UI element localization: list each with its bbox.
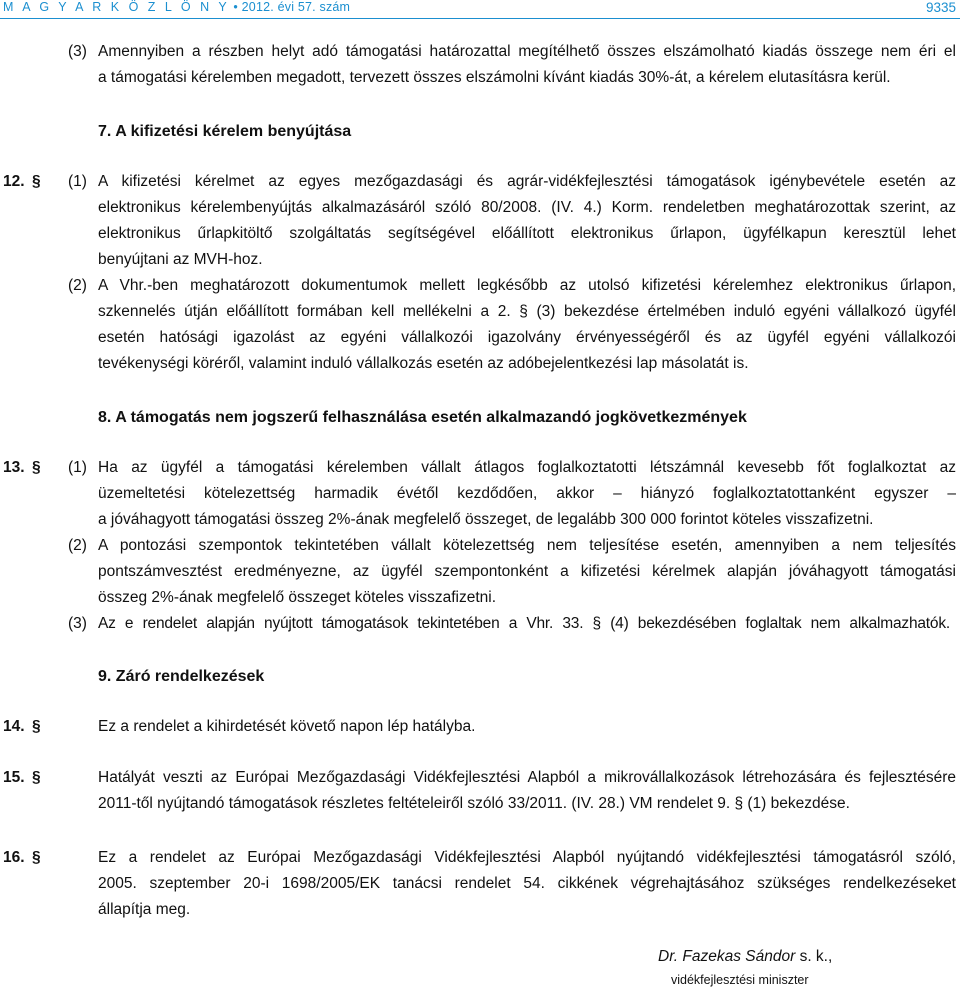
para-number: (1) [68,459,87,476]
issue-label: 2012. évi 57. szám [241,0,351,14]
s13-p3-line1: Az e rendelet alapján nyújtott támogatások tekintetében a Vhr. 33. § (4) bekezdésében foglaltak nem alkalmazhatók. [98,615,950,632]
s13-p1-line3: a jóváhagyott támogatási összeg 2%-ának megfelelő összeget, de legalább 300 000 forintot köteles visszafizetni. [98,511,874,528]
s15-line2: 2011-től nyújtandó támogatások részletes feltételeiről szóló 33/2011. (IV. 28.) VM rendelet 9. § (1) bekezdése. [98,795,850,812]
section-sign: § [32,459,41,476]
s12-p1-line3: elektronikus űrlapkitöltő szolgáltatás segítségével előállított elektronikus űrlapon, ügyfélkapun keresztül lehet [98,225,956,242]
journal-name: M A G Y A R K Ö Z L Ö N Y [3,0,230,14]
header-rule [0,18,960,19]
para3-line2: a támogatási kérelemben megadott, tervezett összes elszámolni kívánt kiadás 30%-át, a kérelem elutasításra kerül. [98,69,891,86]
para-number: (1) [68,173,87,190]
section-heading-8: 8. A támogatás nem jogszerű felhasználása esetén alkalmazandó jogkövetkezmények [98,409,747,426]
signature [658,947,832,967]
s12-p1-line4: benyújtani az MVH-hoz. [98,251,263,268]
header-bullet: • [233,0,238,14]
section-heading-7: 7. A kifizetési kérelem benyújtása [98,123,352,140]
para-number: (2) [68,537,87,554]
signatory-name: Dr. Fazekas Sándor [658,948,796,965]
para-number: (3) [68,43,87,60]
s13-p2-line3: összeg 2%-ának megfelelő összeget köteles visszafizetni. [98,589,497,606]
section-number: 12. [3,173,25,190]
s12-p1-line2: elektronikus kérelembenyújtás alkalmazásáról szóló 80/2008. (IV. 4.) Korm. rendeletben meghatározottak szerint, az [98,199,956,216]
s16-line2: 2005. szeptember 20-i 1698/2005/EK tanácsi rendelet 54. cikkének végrehajtásához szükséges rendelkezéseket [98,875,956,892]
s12-p1-line1: A kifizetési kérelmet az egyes mezőgazdasági és agrár-vidékfejlesztési támogatások igénybevétele esetén az [98,173,956,190]
s12-p2-line4: tevékenységi köréről, valamint induló vállalkozás esetén az adóbejelentkezési lap másolatát is. [98,355,749,372]
s15-line1: Hatályát veszti az Európai Mezőgazdasági Vidékfejlesztési Alapból a mikrovállalkozások létrehozására és fejlesztésére [98,769,956,786]
s12-p2-line1: A Vhr.-ben meghatározott dokumentumok mellett legkésőbb az utolsó kifizetési kérelemhez elektronikus űrlapon, [98,277,956,294]
section-sign: § [32,718,41,735]
section-number: 15. [3,769,25,786]
section-heading-9: 9. Záró rendelkezések [98,668,265,685]
para3-line1: Amennyiben a részben helyt adó támogatási határozattal megítélhető összes elszámolható kiadás összege nem éri el [98,43,956,60]
para-number: (2) [68,277,87,294]
journal-header [3,0,350,14]
s12-p2-line3: esetén hatósági igazolást az egyéni vállalkozói igazolvány érvényességéről és az ügyfél egyéni vállalkozói [98,329,956,346]
s13-p2-line1: A pontozási szempontok tekintetében vállalt kötelezettség nem teljesítése esetén, amennyiben a nem teljesítés [98,537,956,554]
para-number: (3) [68,615,87,632]
section-number: 14. [3,718,25,735]
s13-p2-line2: pontszámvesztést eredményezne, az ügyfél szempontonként a kifizetési kérelmek alapján jóváhagyott támogatási [98,563,956,580]
section-sign: § [32,173,41,190]
page-header [0,0,960,14]
section-sign: § [32,849,41,866]
section-number: 16. [3,849,25,866]
signatory-title: vidékfejlesztési miniszter [671,973,809,987]
section-number: 13. [3,459,25,476]
s13-p1-line1: Ha az ügyfél a támogatási kérelemben vállalt átlagos foglalkoztatotti létszámnál kevesebb főt foglalkoztat az [98,459,956,476]
s16-line3: állapítja meg. [98,901,191,918]
section-sign: § [32,769,41,786]
s14-line1: Ez a rendelet a kihirdetését követő napon lép hatályba. [98,718,476,735]
s16-line1: Ez a rendelet az Európai Mezőgazdasági Vidékfejlesztési Alapból nyújtandó vidékfejlesztési támogatásról szóló, [98,849,956,866]
page-number: 9335 [925,0,956,15]
s13-p1-line2: üzemeltetési kötelezettség harmadik évétől kezdődően, akkor – hiányzó foglalkoztatottanként egyszer – [98,485,956,502]
signatory-suffix: s. k., [795,948,833,965]
s12-p2-line2: szkennelés útján előállított formában kell mellékelni a 2. § (3) bekezdése értelmében induló egyéni vállalkozó ügyfél [98,303,956,320]
